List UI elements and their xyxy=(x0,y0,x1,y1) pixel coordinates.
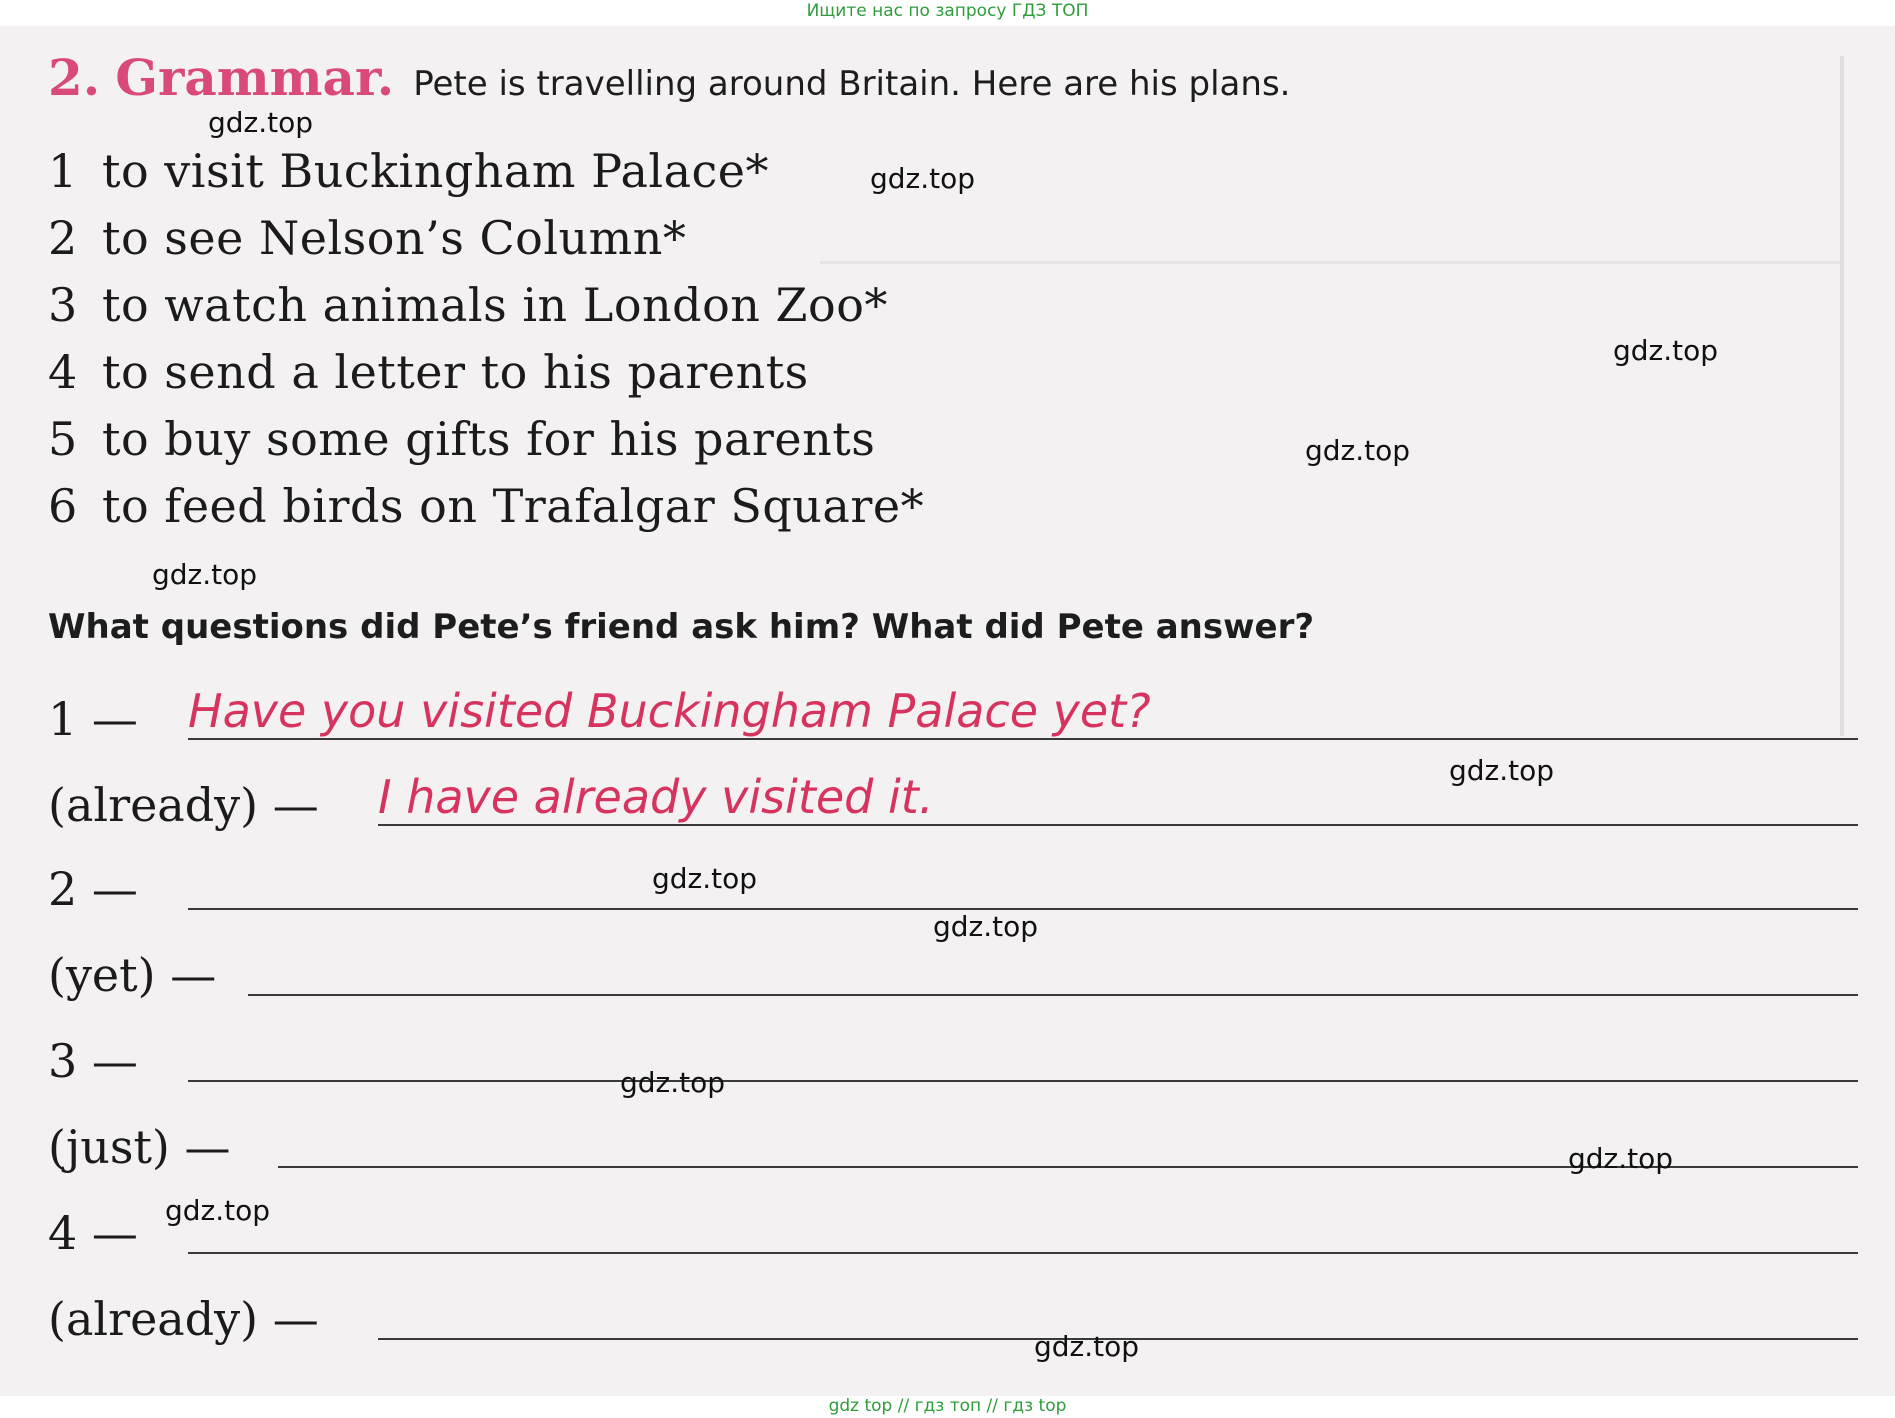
bottom-banner[interactable]: gdz top // гдз топ // гдз top xyxy=(0,1396,1895,1418)
plan-text: to watch animals in London Zoo* xyxy=(102,278,888,332)
bleed-through-line xyxy=(820,261,1840,264)
answer-label: (just) — xyxy=(48,1120,231,1174)
plan-number: 4 xyxy=(48,345,78,399)
plan-number: 2 xyxy=(48,211,78,265)
plan-item xyxy=(48,138,924,205)
plan-number: 6 xyxy=(48,479,78,533)
watermark: gdz.top xyxy=(1449,754,1555,787)
watermark: gdz.top xyxy=(870,162,976,195)
plan-item xyxy=(48,205,924,272)
answer-label: (already) — xyxy=(48,1292,319,1346)
watermark: gdz.top xyxy=(1613,334,1719,367)
plan-text: to feed birds on Trafalgar Square* xyxy=(102,479,925,533)
plan-number: 3 xyxy=(48,278,78,332)
answer-line[interactable] xyxy=(378,824,1858,826)
answer-line[interactable] xyxy=(188,1252,1858,1254)
watermark: gdz.top xyxy=(1568,1142,1674,1175)
answer-label: 3 — xyxy=(48,1034,138,1088)
answer-row-4 xyxy=(48,1196,1858,1266)
plan-text: to buy some gifts for his parents xyxy=(102,412,876,466)
plan-number: 1 xyxy=(48,144,78,198)
watermark: gdz.top xyxy=(1034,1330,1140,1363)
answer-label: (already) — xyxy=(48,778,319,832)
answer-label: (yet) — xyxy=(48,948,217,1002)
exercise-heading xyxy=(48,48,1290,107)
watermark: gdz.top xyxy=(208,106,314,139)
exercise-number: 2. xyxy=(48,48,101,107)
plan-item xyxy=(48,473,924,540)
answer-text: I have already visited it. xyxy=(378,770,934,824)
plan-item xyxy=(48,406,924,473)
answer-line[interactable] xyxy=(248,994,1858,996)
answer-row-already-2 xyxy=(48,1282,1858,1352)
answer-line[interactable] xyxy=(188,738,1858,740)
plans-list xyxy=(48,138,924,540)
answer-label: 4 — xyxy=(48,1206,138,1260)
plan-number: 5 xyxy=(48,412,78,466)
answer-line[interactable] xyxy=(188,1080,1858,1082)
plan-text: to send a letter to his parents xyxy=(102,345,809,399)
watermark: gdz.top xyxy=(652,862,758,895)
plan-text: to visit Buckingham Palace* xyxy=(102,144,770,198)
answer-row-1 xyxy=(48,682,1858,752)
answer-row-3 xyxy=(48,1024,1858,1094)
answer-label: 2 — xyxy=(48,862,138,916)
plan-item xyxy=(48,339,924,406)
watermark: gdz.top xyxy=(933,910,1039,943)
answer-row-yet xyxy=(48,938,1858,1008)
exercise-title: Grammar. xyxy=(115,48,395,107)
watermark: gdz.top xyxy=(165,1194,271,1227)
plan-item xyxy=(48,272,924,339)
top-banner[interactable]: Ищите нас по запросу ГДЗ ТОП xyxy=(806,1,1089,21)
answer-row-already-1 xyxy=(48,768,1858,838)
page-edge-shadow xyxy=(1840,56,1844,736)
plan-text: to see Nelson’s Column* xyxy=(102,211,687,265)
answer-text: Have you visited Buckingham Palace yet? xyxy=(188,684,1151,738)
answer-label: 1 — xyxy=(48,692,138,746)
exercise-instruction: Pete is travelling around Britain. Here are his plans. xyxy=(413,64,1291,104)
watermark: gdz.top xyxy=(1305,434,1411,467)
watermark: gdz.top xyxy=(152,558,258,591)
task-question: What questions did Pete’s friend ask him? What did Pete answer? xyxy=(48,607,1315,647)
watermark: gdz.top xyxy=(620,1066,726,1099)
